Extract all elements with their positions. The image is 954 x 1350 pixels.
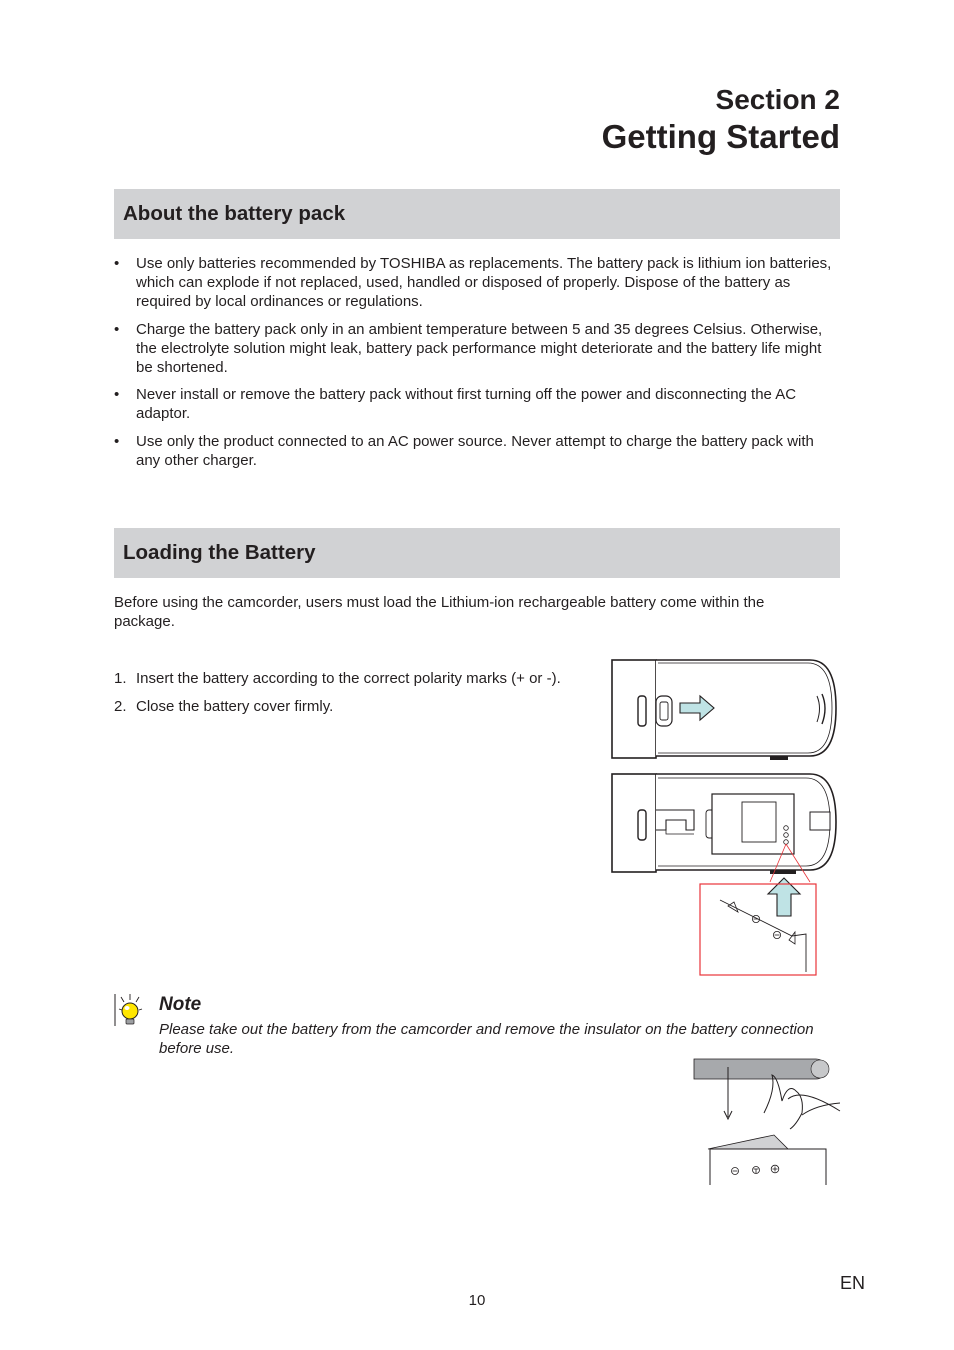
loading-intro: Before using the camcorder, users must load the Lithium-ion rechargeable battery come within the package. (114, 594, 765, 630)
minus-terminal-icon (773, 931, 780, 938)
battery-pack-bullet-list (114, 254, 840, 478)
note-body: Please take out the battery from the camcorder and remove the insulator on the battery connection before use. (159, 1021, 814, 1057)
camcorder-battery-compartment-illustration (610, 772, 838, 876)
loading-steps (114, 669, 594, 725)
bullet-item: • Never install or remove the battery pack without first turning off the power and disconnecting the AC adaptor. (114, 385, 840, 423)
bullet-item: • Charge the battery pack only in an ambient temperature between 5 and 35 degrees Celsius. Otherwise, the electrolyte solution might leak, battery pack performance might deteriorate and the battery life might be shortened. (114, 320, 840, 377)
plus-terminal-icon (771, 1165, 779, 1173)
lightbulb-icon (113, 993, 147, 1027)
battery-pack-heading: About the battery pack (123, 202, 346, 225)
minus-terminal-icon (732, 1168, 739, 1175)
language-label: EN (840, 1273, 866, 1293)
section-number: Section 2 (715, 84, 840, 115)
step-text: Close the battery cover firmly. (136, 698, 334, 715)
loading-heading: Loading the Battery (123, 541, 316, 564)
step-number: 1. (114, 670, 127, 687)
page-number: 10 (468, 1292, 486, 1309)
step-item (114, 697, 594, 716)
battery-pack-heading-bar (114, 189, 840, 239)
t-terminal-icon (753, 1167, 760, 1174)
step-number: 2. (114, 698, 127, 715)
camcorder-battery-cover-illustration (610, 658, 838, 762)
step-text: Insert the battery according to the correct polarity marks (+ or -). (136, 670, 561, 687)
bullet-item: • Use only batteries recommended by TOSHIBA as replacements. The battery pack is lithium ion batteries, which can explode if not replaced, used, handled or disposed of properly. Dispose of the battery as required by local ordinances or regulations. (114, 254, 840, 311)
page-title: Getting Started (601, 118, 840, 155)
step-item (114, 669, 594, 688)
bullet-item: • Use only the product connected to an AC power source. Never attempt to charge the battery pack with any other charger. (114, 432, 840, 470)
insulator-removal-illustration (692, 1053, 842, 1186)
note-title: Note (159, 994, 202, 1015)
polarity-callout-illustration (698, 872, 820, 978)
loading-heading-bar (114, 528, 840, 578)
